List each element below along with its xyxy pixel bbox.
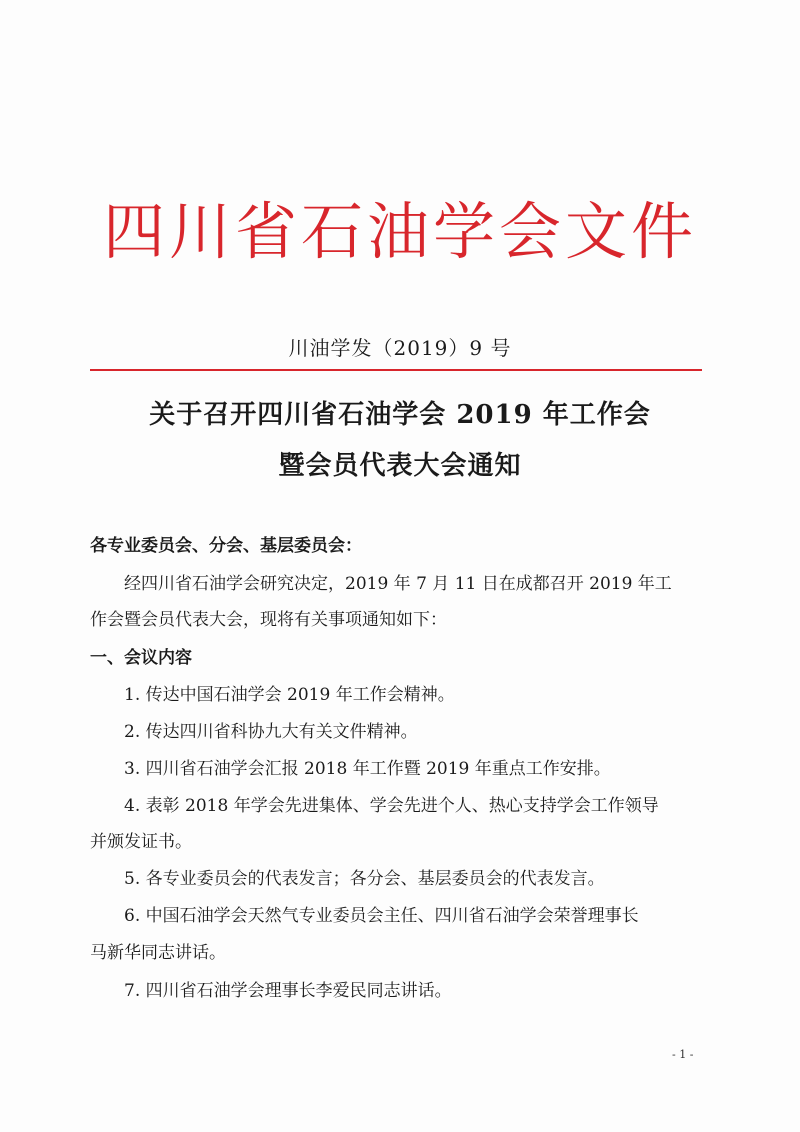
salutation: 各专业委员会、分会、基层委员会： bbox=[90, 536, 362, 556]
list-item: 1. 传达中国石油学会 2019 年工作会精神。 bbox=[124, 685, 455, 705]
list-item: 6. 中国石油学会天然气专业委员会主任、四川省石油学会荣誉理事长 bbox=[124, 906, 639, 926]
list-item: 2. 传达四川省科协九大有关文件精神。 bbox=[124, 722, 418, 742]
header-divider bbox=[90, 369, 702, 371]
document-number: 川油学发（2019）9 号 bbox=[288, 336, 512, 360]
intro-paragraph-line-2: 作会暨会员代表大会，现将有关事项通知如下： bbox=[90, 610, 447, 630]
notice-heading-line-1: 关于召开四川省石油学会 2019 年工作会 bbox=[149, 400, 651, 430]
section-title: 一、会议内容 bbox=[90, 648, 192, 668]
page-number: - 1 - bbox=[672, 1048, 694, 1061]
list-item: 3. 四川省石油学会汇报 2018 年工作暨 2019 年重点工作安排。 bbox=[124, 759, 611, 779]
list-item: 5. 各专业委员会的代表发言；各分会、基层委员会的代表发言。 bbox=[124, 869, 605, 889]
list-item-continuation: 马新华同志讲话。 bbox=[90, 943, 226, 963]
document-header-title: 四川省石油学会文件 bbox=[102, 195, 697, 268]
notice-heading-line-2: 暨会员代表大会通知 bbox=[278, 451, 522, 481]
list-item: 4. 表彰 2018 年学会先进集体、学会先进个人、热心支持学会工作领导 bbox=[124, 796, 659, 816]
intro-paragraph-line-1: 经四川省石油学会研究决定，2019 年 7 月 11 日在成都召开 2019 年工 bbox=[124, 574, 672, 594]
list-item: 7. 四川省石油学会理事长李爱民同志讲话。 bbox=[124, 981, 452, 1001]
list-item-continuation: 并颁发证书。 bbox=[90, 832, 192, 852]
